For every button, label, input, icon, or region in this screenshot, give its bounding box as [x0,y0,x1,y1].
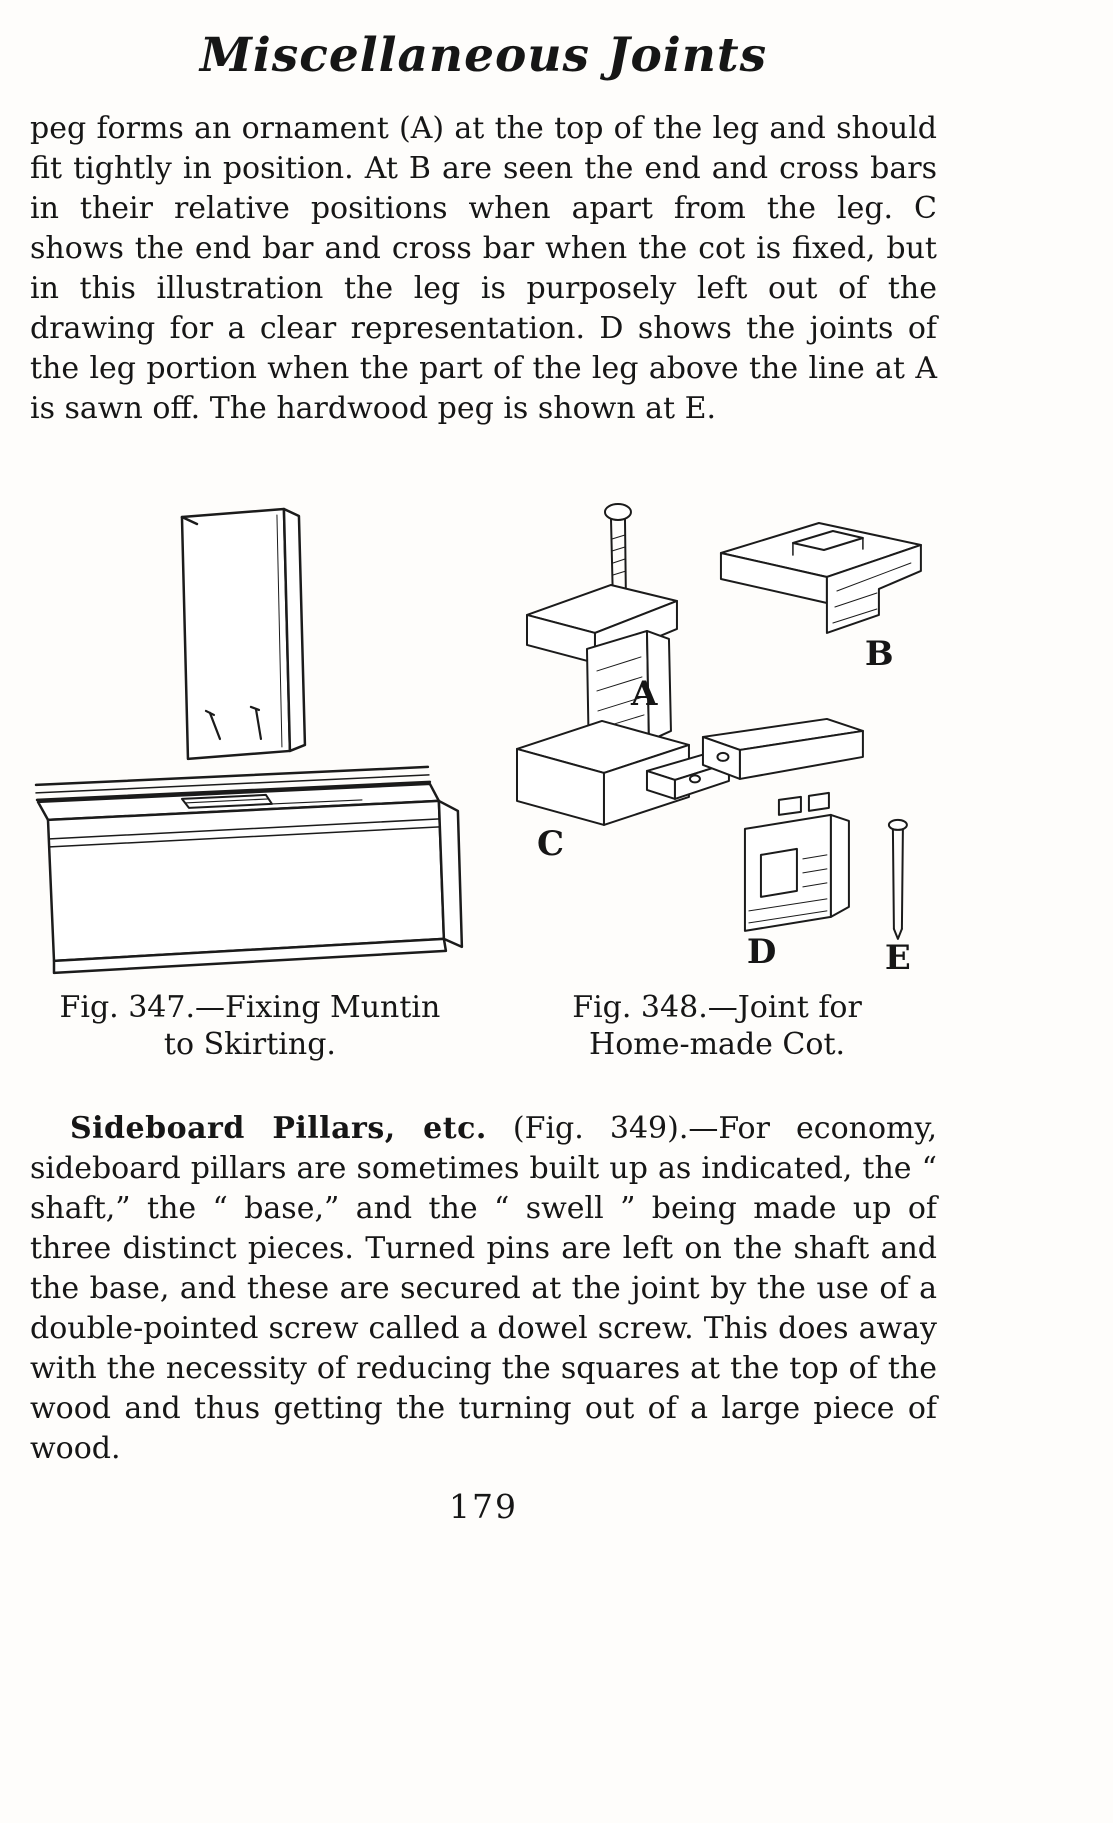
fig348-label-a: A [631,673,658,714]
paragraph-sideboard-pillars [30,1109,937,1469]
paragraph-sideboard-rest: (Fig. 349).—For economy, sideboard pillars are sometimes built up as indicated, the “ shaft,” the “ base,” and the “ swell ” being made up of three distinct pieces. Turned pins are left on the shaft and the base, and these are secured at the joint by the use of a double-pointed screw called a dowel screw. This does away with the necessity of reducing the squares at the top of the wood and thus getting the turning out of a large piece of wood. [30,1110,937,1466]
joint-piece-d [745,793,849,931]
fig347-caption [30,989,470,1063]
muntin-board [182,509,305,759]
figure-348 [497,499,937,1063]
fig348-caption-line2: Home-made Cot. [589,1026,846,1062]
paragraph-sideboard-lead: Sideboard Pillars, etc. [70,1110,487,1146]
fig348-label-d: D [747,931,777,972]
fig347-illustration [30,499,470,979]
joint-piece-c [517,721,729,825]
skirting-board [36,767,462,973]
fig348-illustration [497,499,937,979]
joint-piece-b [721,523,921,633]
fig348-label-e: E [885,937,911,978]
figures-row [30,499,937,1063]
fig347-caption-line1: Fig. 347.—Fixing Muntin [59,989,441,1025]
fig348-caption [497,989,937,1063]
figure-347 [30,499,470,1063]
fig348-label-b: B [865,633,894,674]
page-number: 179 [449,1486,518,1526]
fig348-caption-line1: Fig. 348.—Joint for [572,989,862,1025]
fig347-caption-line2: to Skirting. [163,1026,336,1062]
paragraph-cot-joint: peg forms an ornament (A) at the top of the leg and should fit tightly in position. At B are seen the end and cross bars in their relative positions when apart from the leg. C shows the end bar and cross bar when the cot is fixed, but in this illustration the leg is purposely left out of the drawing for a clear representation. D shows the joints of the leg portion when the part of the leg above the line at A is sawn off. The hardwood peg is shown at E. [30,111,937,426]
fig348-label-c: C [537,823,565,864]
hardwood-peg-e [889,820,907,939]
joint-cross-bar [703,719,863,779]
page-title: Miscellaneous Joints [199,28,768,83]
